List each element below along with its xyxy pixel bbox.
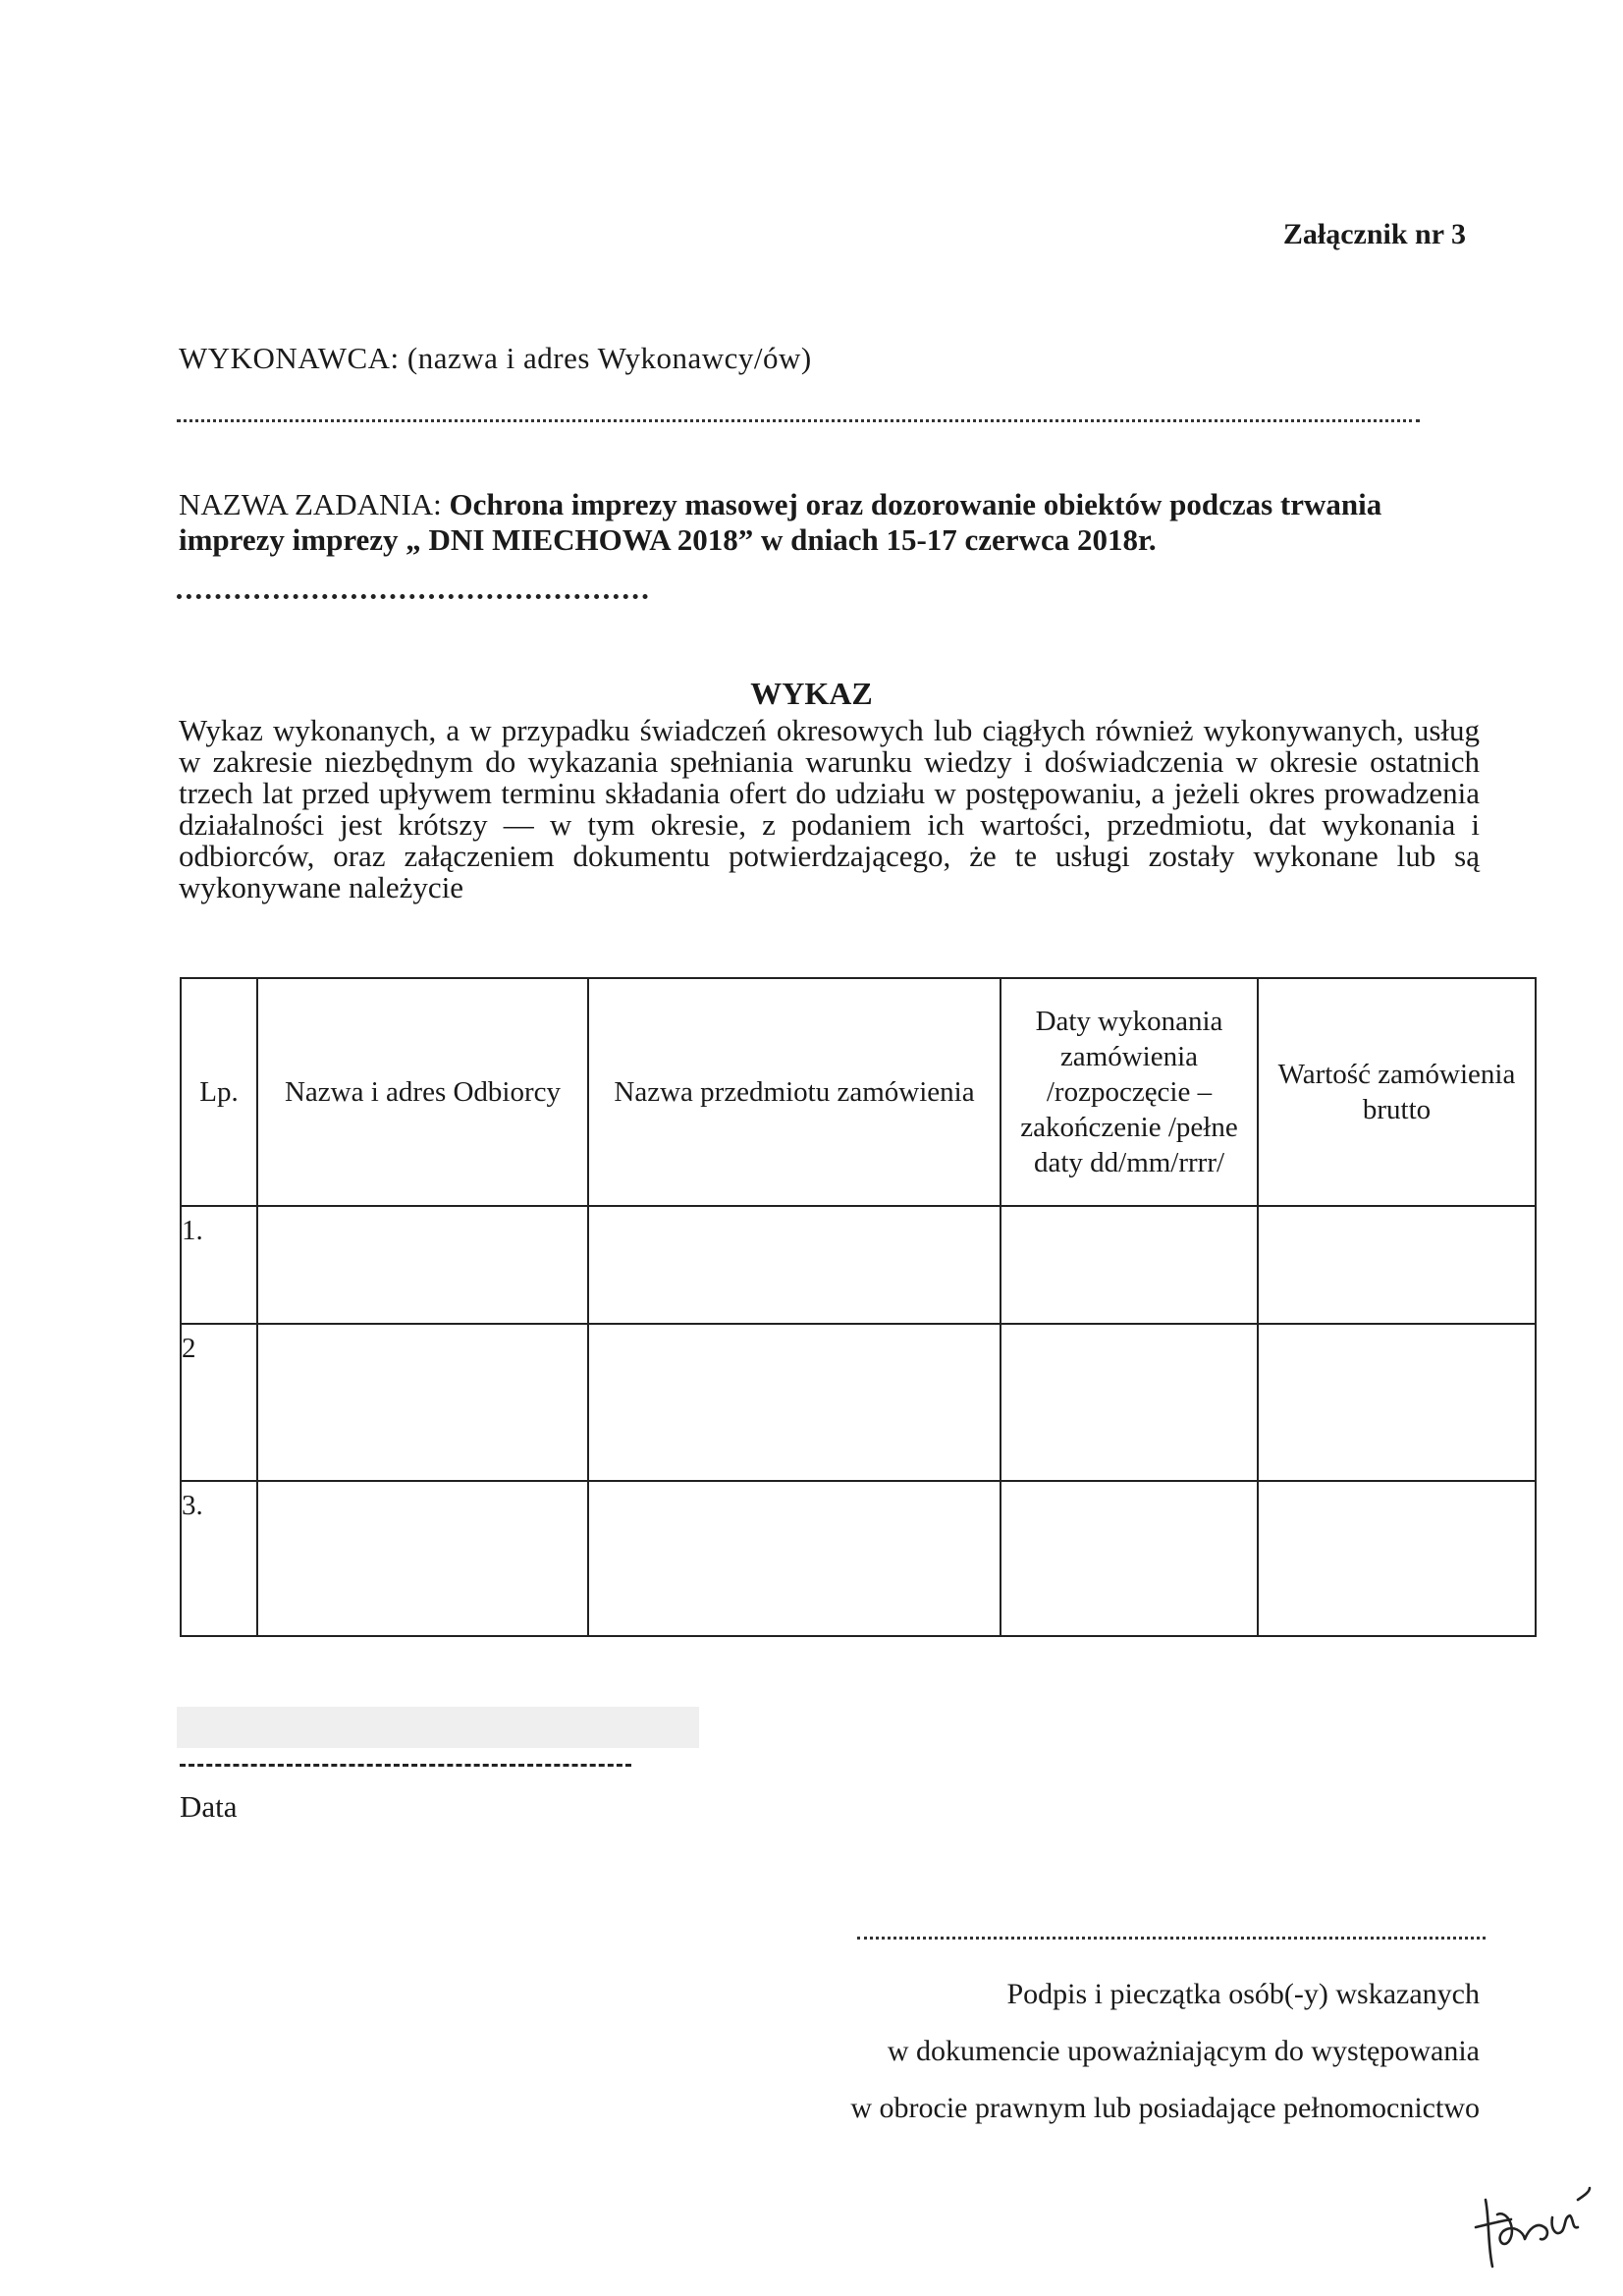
- table-cell: [257, 1206, 588, 1324]
- row-number: 1.: [181, 1206, 257, 1324]
- task-section: [179, 487, 1445, 558]
- row-number: 3.: [181, 1481, 257, 1636]
- signature-caption-line: Podpis i pieczątka osób(-y) wskazanych: [1006, 1978, 1480, 2010]
- table-cell: [1001, 1324, 1258, 1481]
- table-row: [181, 1206, 1536, 1324]
- table-cell: [257, 1324, 588, 1481]
- table-cell: [1258, 1324, 1536, 1481]
- contractor-fill-line: [177, 419, 1420, 422]
- header-recipient: Nazwa i adres Odbiorcy: [257, 978, 588, 1206]
- date-line: [180, 1764, 631, 1767]
- table-cell: [588, 1481, 1001, 1636]
- handwritten-paraph: [1468, 2170, 1596, 2278]
- date-label: Data: [180, 1789, 238, 1824]
- services-table: [180, 977, 1537, 1637]
- signature-caption: [850, 1966, 1480, 2137]
- redacted-area: [177, 1707, 699, 1748]
- header-lp: Lp.: [181, 978, 257, 1206]
- task-fill-line: [177, 594, 648, 599]
- header-subject: Nazwa przedmiotu zamówienia: [588, 978, 1001, 1206]
- contractor-label: WYKONAWCA: (nazwa i adres Wykonawcy/ów): [179, 341, 812, 375]
- row-number: 2: [181, 1324, 257, 1481]
- table-row: [181, 1481, 1536, 1636]
- header-dates: Daty wykonania zamówienia /rozpoczęcie – zakończenie /pełne daty dd/mm/rrrr/: [1001, 978, 1258, 1206]
- table-cell: [588, 1324, 1001, 1481]
- task-title: Ochrona imprezy masowej oraz dozorowanie obiektów podczas trwania imprezy imprezy „ DNI MIECHOWA 2018” w dniach 15-17 czerwca 2018r.: [179, 487, 1382, 557]
- table-cell: [1258, 1206, 1536, 1324]
- table-header-row: [181, 978, 1536, 1206]
- task-label: NAZWA ZADANIA:: [179, 487, 442, 521]
- attachment-number: Załącznik nr 3: [1282, 218, 1466, 250]
- wykaz-title: WYKAZ: [750, 676, 873, 711]
- table-cell: [1001, 1206, 1258, 1324]
- table-cell: [257, 1481, 588, 1636]
- signature-line: [857, 1937, 1486, 1940]
- signature-caption-line: w dokumencie upoważniającym do występowania: [887, 2035, 1480, 2067]
- header-value: Wartość zamówienia brutto: [1258, 978, 1536, 1206]
- table-cell: [1001, 1481, 1258, 1636]
- table-cell: [588, 1206, 1001, 1324]
- table-row: [181, 1324, 1536, 1481]
- wykaz-description: Wykaz wykonanych, a w przypadku świadczeń okresowych lub ciągłych również wykonywanych, usług w zakresie niezbędnym do wykazania spełniania warunku wiedzy i doświadczenia w okresie ostatnich trzech lat przed upływem terminu składania ofert do udziału w postępowaniu, a jeżeli okres prowadzenia działalności jest krótszy — w tym okresie, z podaniem ich wartości, przedmiotu, dat wykonania i odbiorców, oraz załączeniem dokumentu potwierdzającego, że te usługi zostały wykonane lub są wykonywane należycie: [179, 713, 1480, 904]
- signature-caption-line: w obrocie prawnym lub posiadające pełnomocnictwo: [850, 2092, 1480, 2124]
- table-cell: [1258, 1481, 1536, 1636]
